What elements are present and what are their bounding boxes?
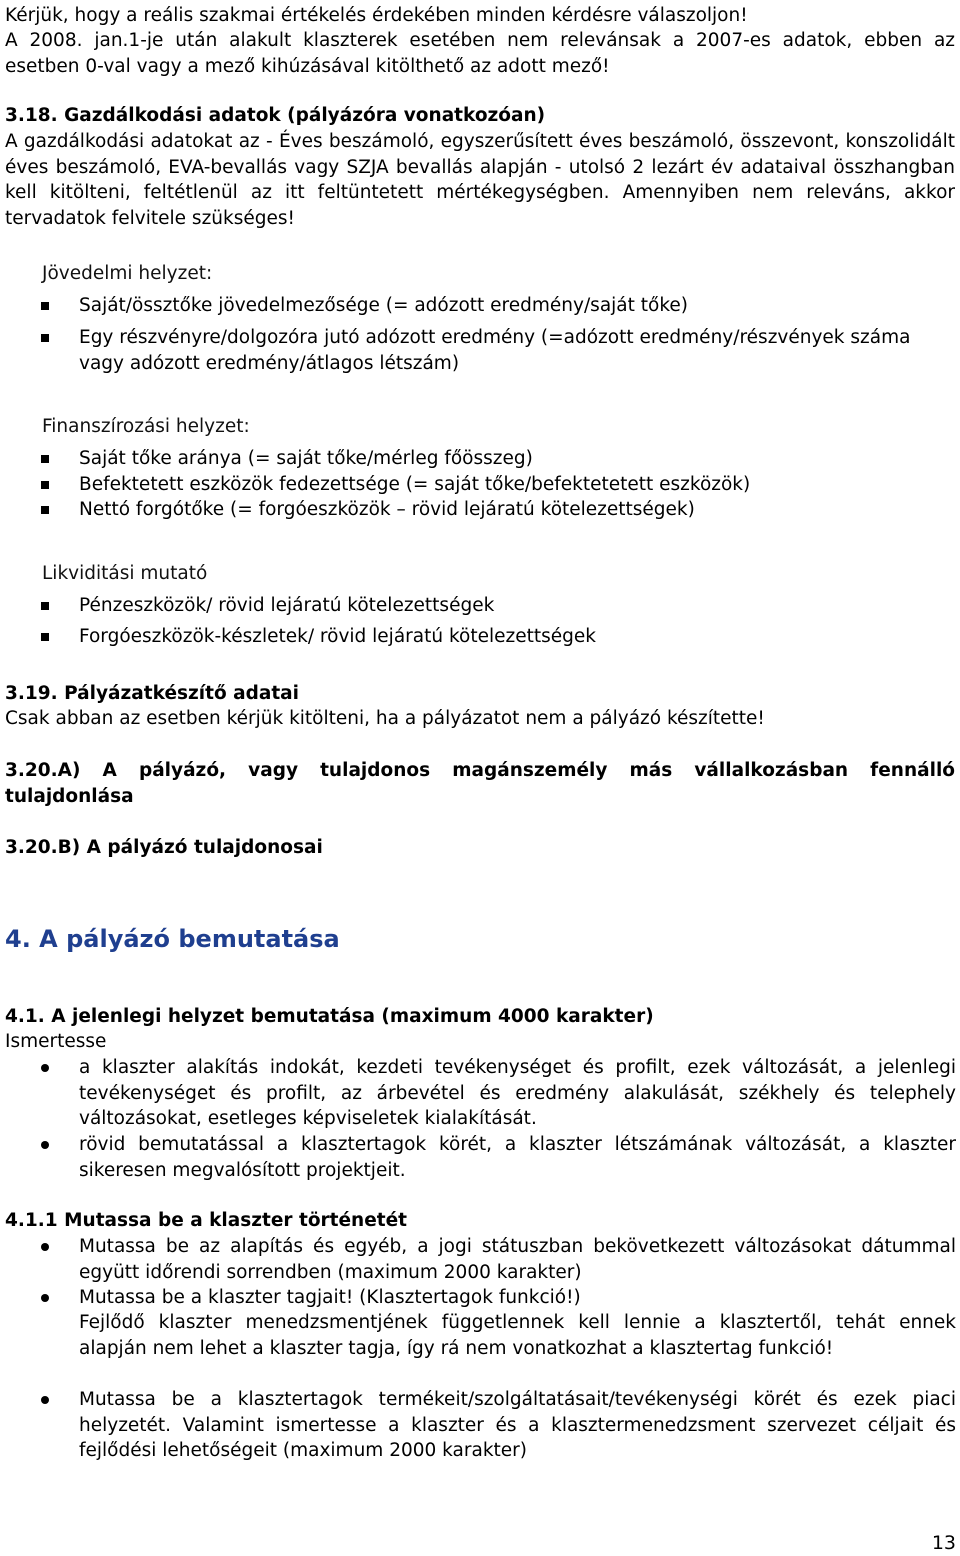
section-3-19-body: Csak abban az esetben kérjük kitölteni, ha a pályázatot nem a pályázó készítette! (5, 708, 765, 729)
list-item: Saját tőke aránya (= saját tőke/mérleg főösszeg) (41, 446, 956, 472)
section-3-18-body: A gazdálkodási adatokat az - Éves beszámoló, egyszerűsített éves beszámoló, összevont, konszolidált éves beszámoló, EVA-bevallás vagy SZJA bevallás alapján - utolsó 2 lezárt év adataival összhangban kell kitölteni, feltétlenül az itt feltüntetett mértékegységben. Amennyiben nem releváns, akkor tervadatok felvitele szükséges! (5, 131, 955, 229)
square-bullet-icon (41, 633, 49, 641)
list-item: Mutassa be az alapítás és egyéb, a jogi státuszban bekövetkezett változásokat dátummal együtt időrendi sorrendben (maximum 2000 karakter) (41, 1234, 956, 1285)
square-bullet-icon (41, 602, 49, 610)
list-item: a klaszter alakítás indokát, kezdeti tevékenységet és profilt, ezek változását, a jelenlegi tevékenységet és profilt, az árbevétel és eredmény alakulását, székhely és telephely változásokat, esetleges képviseletek kialakítását. (41, 1055, 956, 1132)
intro-line-1: Kérjük, hogy a reális szakmai értékelés érdekében minden kérdésre válaszoljon! (5, 5, 748, 26)
section-3-19-title: 3.19. Pályázatkészítő adatai (5, 683, 299, 704)
section-3-20a-title: 3.20.A) A pályázó, vagy tulajdonos magánszemély más vállalkozásban fennálló tulajdonlása (5, 760, 955, 807)
list-item: Saját/össztőke jövedelmezősége (= adózott eredmény/saját tőke) (41, 293, 956, 319)
list-item: Forgóeszközök-készletek/ rövid lejáratú kötelezettségek (41, 624, 956, 650)
list-item: Mutassa be a klasztertagok termékeit/szolgáltatásait/tevékenységi körét és ezek piaci helyzetét. Valamint ismertesse a klaszter és a klasztermenedzsment szervezet céljait és fejlődési lehetőségeit (maximum 2000 karakter) (41, 1387, 956, 1464)
group-label-liquidity: Likviditási mutató (42, 563, 208, 584)
square-bullet-icon (41, 506, 49, 514)
list-item: Egy részvényre/dolgozóra jutó adózott eredmény (=adózott eredmény/részvények száma vagy adózott eredmény/átlagos létszám) (41, 325, 956, 377)
group-label-financing: Finanszírozási helyzet: (42, 416, 250, 437)
page-number: 13 (931, 1532, 956, 1554)
round-bullet-icon (41, 1243, 49, 1251)
intro-line-2: A 2008. jan.1-je után alakult klaszterek esetében nem relevánsak a 2007-es adatok, ebben az esetben 0-val vagy a mező kihúzásával kitölthető az adott mező! (5, 30, 955, 77)
list-item: Pénzeszközök/ rövid lejáratú kötelezettségek (41, 593, 956, 619)
section-3-18-title: 3.18. Gazdálkodási adatok (pályázóra vonatkozóan) (5, 105, 546, 126)
list-note: Fejlődő klaszter menedzsmentjének függetlennek kell lennie a klasztertől, tehát ennek alapján nem lehet a klaszter tagja, így rá nem vonatkozhat a klasztertag funkció! (79, 1312, 956, 1359)
section-4-heading: 4. A pályázó bemutatása (5, 925, 340, 953)
list-item: Befektetett eszközök fedezettsége (= saját tőke/befektetetett eszközök) (41, 472, 956, 498)
round-bullet-icon (41, 1396, 49, 1404)
list-item: Mutassa be a klaszter tagjait! (Klasztertagok funkció!) (41, 1285, 956, 1311)
section-3-20b-title: 3.20.B) A pályázó tulajdonosai (5, 837, 323, 858)
square-bullet-icon (41, 481, 49, 489)
section-4-1-title: 4.1. A jelenlegi helyzet bemutatása (maximum 4000 karakter) (5, 1006, 654, 1027)
square-bullet-icon (41, 334, 49, 342)
round-bullet-icon (41, 1141, 49, 1149)
round-bullet-icon (41, 1064, 49, 1072)
list-item: Nettó forgótőke (= forgóeszközök – rövid lejáratú kötelezettségek) (41, 497, 956, 523)
square-bullet-icon (41, 455, 49, 463)
square-bullet-icon (41, 302, 49, 310)
section-4-1-lead: Ismertesse (5, 1031, 107, 1052)
list-item: rövid bemutatással a klasztertagok körét, a klaszter létszámának változását, a klaszter sikeresen megvalósított projektjeit. (41, 1132, 956, 1183)
group-label-income: Jövedelmi helyzet: (42, 263, 213, 284)
section-4-1-1-title: 4.1.1 Mutassa be a klaszter történetét (5, 1210, 408, 1231)
round-bullet-icon (41, 1294, 49, 1302)
